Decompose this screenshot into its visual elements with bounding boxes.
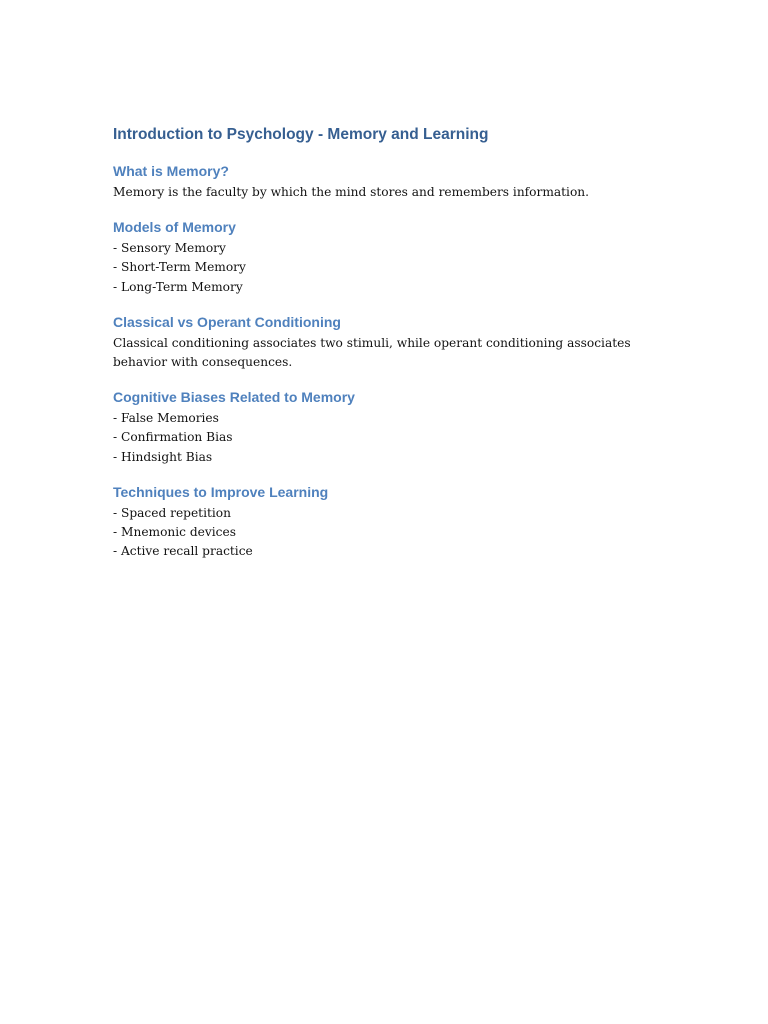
techniques-list: [113, 504, 633, 562]
list-item: - Long-Term Memory: [113, 279, 243, 294]
list-item: - Short-Term Memory: [113, 260, 246, 275]
document-page: [113, 124, 633, 576]
section-learning-techniques: [113, 482, 633, 562]
list-item: - Active recall practice: [113, 544, 253, 559]
section-paragraph: Memory is the faculty by which the mind stores and remembers information.: [113, 185, 590, 199]
document-title: Introduction to Psychology - Memory and Learning: [113, 126, 489, 143]
biases-list: [113, 409, 633, 467]
section-heading: Cognitive Biases Related to Memory: [113, 389, 355, 406]
list-item: - Spaced repetition: [113, 505, 231, 520]
section-conditioning: [113, 312, 633, 372]
list-item: - Sensory Memory: [113, 241, 226, 256]
section-cognitive-biases: [113, 387, 633, 467]
list-item: - Confirmation Bias: [113, 430, 233, 445]
section-paragraph: Classical conditioning associates two stimuli, while operant conditioning associates behavior with consequences.: [113, 335, 631, 370]
section-heading: Classical vs Operant Conditioning: [113, 313, 341, 330]
section-heading: What is Memory?: [113, 163, 229, 179]
list-item: - False Memories: [113, 411, 219, 426]
section-models-of-memory: [113, 217, 633, 297]
section-what-is-memory: [113, 161, 633, 202]
list-item: - Mnemonic devices: [113, 525, 236, 540]
section-heading: Models of Memory: [113, 219, 236, 236]
list-item: - Hindsight Bias: [113, 449, 213, 464]
models-list: [113, 239, 633, 297]
section-heading: Techniques to Improve Learning: [113, 483, 329, 500]
